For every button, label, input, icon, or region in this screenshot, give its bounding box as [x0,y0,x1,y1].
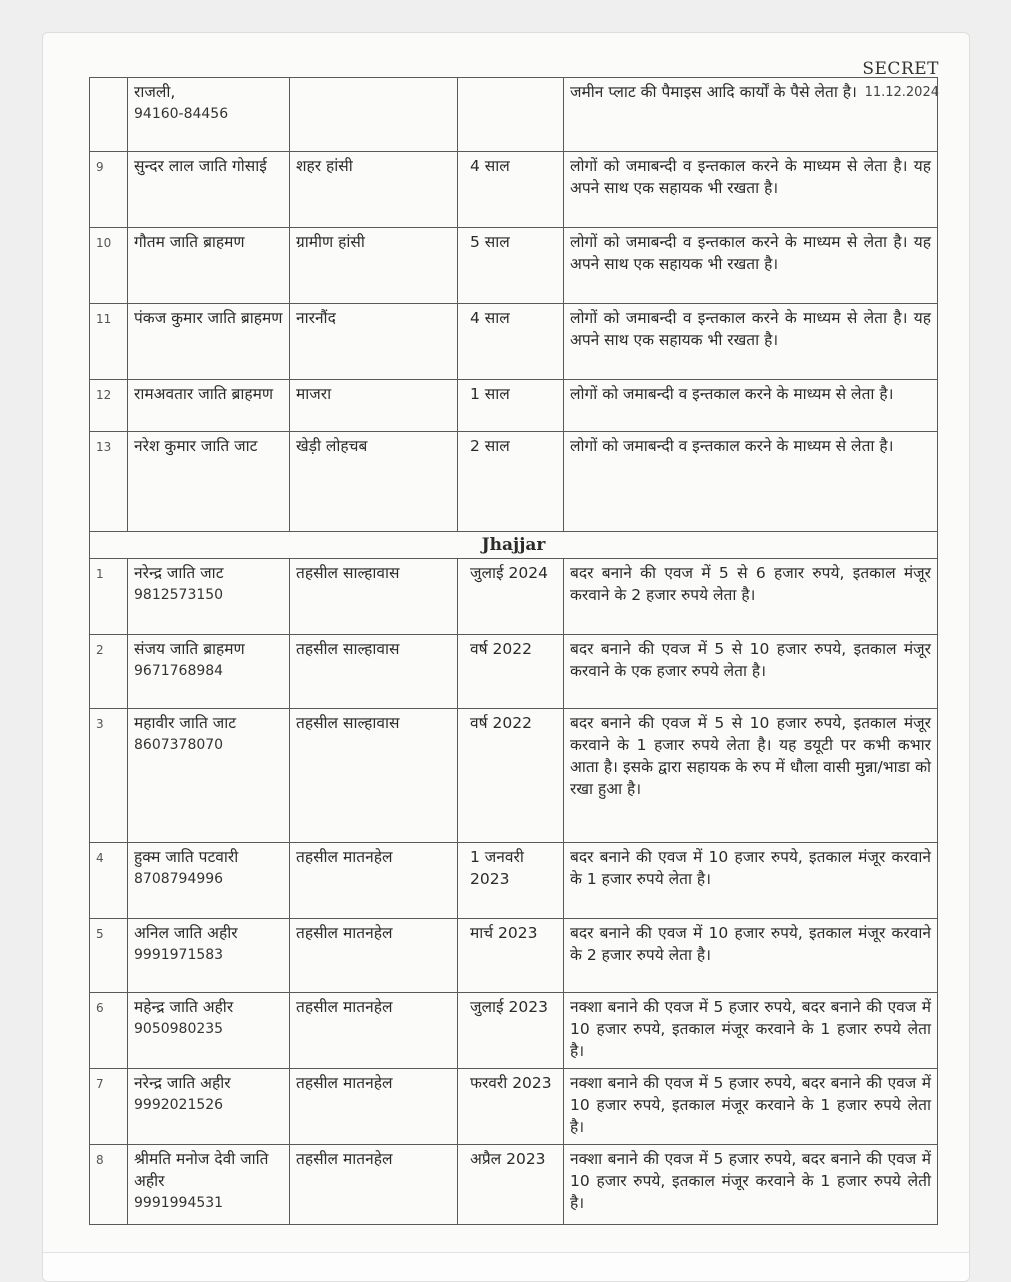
table-row [90,843,938,919]
row-remark: जमीन प्लाट की पैमाइस आदि कार्यों के पैसे लेता है। [564,78,938,152]
row-phone: 8708794996 [134,871,224,887]
table-row [90,78,938,152]
row-place: माजरा [290,380,458,432]
row-serial: 1 [90,559,128,635]
row-name-cell [128,919,290,993]
row-name-cell [128,709,290,843]
table-row [90,635,938,709]
table-row [90,559,938,635]
row-phone: 9671768984 [134,663,224,679]
row-remark: बदर बनाने की एवज में 10 हजार रुपये, इतकाल मंजूर करवाने के 2 हजार रुपये लेता है। [564,919,938,993]
row-serial: 7 [90,1069,128,1145]
row-name: महेन्द्र जाति अहीर [134,998,234,1016]
row-duration: 1 साल [458,380,564,432]
row-name: गौतम जाति ब्राहमण [128,228,290,304]
row-phone: 8607378070 [134,737,224,753]
table-row [90,919,938,993]
row-duration: 4 साल [458,152,564,228]
row-duration: 5 साल [458,228,564,304]
row-place [290,78,458,152]
row-name: रामअवतार जाति ब्राहमण [128,380,290,432]
row-name-cell [128,559,290,635]
row-place: तहसील मातनहेल [290,843,458,919]
row-remark: लोगों को जमाबन्दी व इन्तकाल करने के माध्यम से लेता है। यह अपने साथ एक सहायक भी रखता है। [564,228,938,304]
table-row [90,304,938,380]
row-serial: 3 [90,709,128,843]
row-serial: 6 [90,993,128,1069]
row-remark: बदर बनाने की एवज में 10 हजार रुपये, इतकाल मंजूर करवाने के 1 हजार रुपये लेता है। [564,843,938,919]
row-serial: 12 [90,380,128,432]
row-serial: 2 [90,635,128,709]
row-remark: नक्शा बनाने की एवज में 5 हजार रुपये, बदर बनाने की एवज में 10 हजार रुपये, इतकाल मंजूर करवाने के 1 हजार रुपये लेता है। [564,1069,938,1145]
row-name: महावीर जाति जाट [134,714,237,732]
row-serial: 13 [90,432,128,532]
row-remark: बदर बनाने की एवज में 5 से 6 हजार रुपये, इतकाल मंजूर करवाने के 2 हजार रुपये लेता है। [564,559,938,635]
row-duration: अप्रैल 2023 [458,1145,564,1225]
row-duration: वर्ष 2022 [458,635,564,709]
row-place: ग्रामीण हांसी [290,228,458,304]
row-place: शहर हांसी [290,152,458,228]
row-name: अनिल जाति अहीर [134,924,238,942]
row-remark: नक्शा बनाने की एवज में 5 हजार रुपये, बदर बनाने की एवज में 10 हजार रुपये, इतकाल मंजूर करवाने के 1 हजार रुपये लेता है। [564,993,938,1069]
row-name: सुन्दर लाल जाति गोसाई [128,152,290,228]
row-place: तहसील मातनहेल [290,993,458,1069]
row-phone: 9992021526 [134,1097,224,1113]
row-name-cell [128,1145,290,1225]
row-duration: जुलाई 2023 [458,993,564,1069]
row-remark: लोगों को जमाबन्दी व इन्तकाल करने के माध्यम से लेता है। यह अपने साथ एक सहायक भी रखता है। [564,304,938,380]
row-place: तहसील साल्हावास [290,635,458,709]
row-name: पंकज कुमार जाति ब्राहमण [128,304,290,380]
row-name-cell [128,993,290,1069]
table-row [90,228,938,304]
row-phone: 94160-84456 [134,106,229,122]
row-duration: फरवरी 2023 [458,1069,564,1145]
row-duration: मार्च 2023 [458,919,564,993]
row-place: तहसील साल्हावास [290,559,458,635]
table-row [90,993,938,1069]
row-phone: 9812573150 [134,587,224,603]
table-row [90,380,938,432]
table-row [90,1145,938,1225]
row-duration: 2 साल [458,432,564,532]
row-serial: 5 [90,919,128,993]
row-place: नारनौंद [290,304,458,380]
row-name-cell [128,843,290,919]
row-duration: जुलाई 2024 [458,559,564,635]
row-place: तहसील मातनहेल [290,1069,458,1145]
section-heading: Jhajjar [90,532,938,559]
row-place: तहसील साल्हावास [290,709,458,843]
row-serial: 8 [90,1145,128,1225]
row-remark: बदर बनाने की एवज में 5 से 10 हजार रुपये, इतकाल मंजूर करवाने के एक हजार रुपये लेता है। [564,635,938,709]
classification-label: SECRET [862,59,939,79]
bottom-bar [43,1252,969,1281]
row-serial: 10 [90,228,128,304]
table-row [90,709,938,843]
row-place: तहसील मातनहेल [290,1145,458,1225]
row-duration: 4 साल [458,304,564,380]
row-name: संजय जाति ब्राहमण [134,640,245,658]
row-duration [458,78,564,152]
row-name: नरेन्द्र जाति अहीर [134,1074,231,1092]
row-phone: 9991971583 [134,947,224,963]
row-name-cell [128,1069,290,1145]
row-name: हुक्म जाति पटवारी [134,848,239,866]
row-serial: 4 [90,843,128,919]
row-duration: वर्ष 2022 [458,709,564,843]
row-phone: 9991994531 [134,1195,224,1211]
row-remark: लोगों को जमाबन्दी व इन्तकाल करने के माध्यम से लेता है। यह अपने साथ एक सहायक भी रखता है। [564,152,938,228]
row-serial: 9 [90,152,128,228]
row-place: खेड़ी लोहचब [290,432,458,532]
row-serial: 11 [90,304,128,380]
row-name: नरेश कुमार जाति जाट [128,432,290,532]
row-remark: लोगों को जमाबन्दी व इन्तकाल करने के माध्यम से लेता है। [564,380,938,432]
table-row [90,1069,938,1145]
table-row [90,152,938,228]
row-remark: बदर बनाने की एवज में 5 से 10 हजार रुपये, इतकाल मंजूर करवाने के 1 हजार रुपये लेता है। यह डयूटी पर कभी कभार आता है। इसके द्वारा सहायक के रुप में धौला वासी मुन्ना/भाडा को रखा हुआ है। [564,709,938,843]
patwari-table [89,77,938,1225]
section-row [90,532,938,559]
row-duration: 1 जनवरी 2023 [458,843,564,919]
row-remark: लोगों को जमाबन्दी व इन्तकाल करने के माध्यम से लेता है। [564,432,938,532]
row-name: श्रीमति मनोज देवी जाति अहीर [134,1150,269,1190]
row-name: नरेन्द्र जाति जाट [134,564,224,582]
row-phone: 9050980235 [134,1021,224,1037]
row-name-cell [128,78,290,152]
row-serial [90,78,128,152]
document-date: 11.12.2024 [864,85,939,100]
document-page [42,32,970,1282]
row-remark: नक्शा बनाने की एवज में 5 हजार रुपये, बदर बनाने की एवज में 10 हजार रुपये, इतकाल मंजूर करवाने के 1 हजार रुपये लेती है। [564,1145,938,1225]
table-row [90,432,938,532]
row-name-cell [128,635,290,709]
row-name: राजली, [134,83,176,101]
row-place: तहसील मातनहेल [290,919,458,993]
